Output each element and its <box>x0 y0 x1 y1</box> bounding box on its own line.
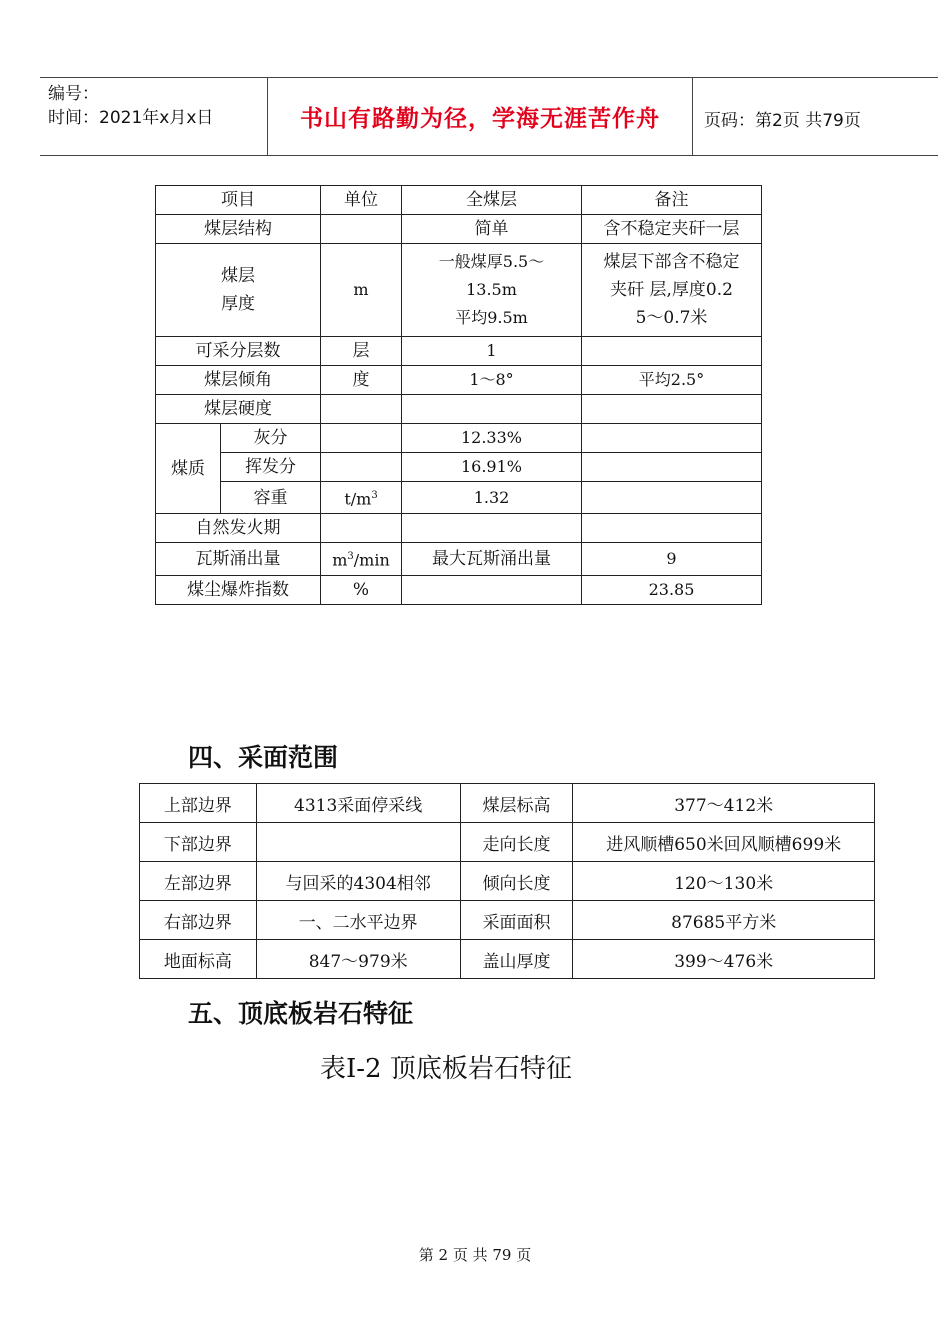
row-label: 煤尘爆炸指数 <box>156 575 321 604</box>
unit-cell: % <box>321 575 402 604</box>
header-motto: 书山有路勤为径，学海无涯苦作舟 <box>300 106 660 132</box>
value-cell <box>402 395 582 424</box>
boundary-label: 地面标高 <box>140 940 257 979</box>
table-row <box>140 862 875 901</box>
table-row <box>156 575 762 604</box>
value-cell: 1 <box>402 337 582 366</box>
serial-label: 编号： <box>48 84 99 104</box>
value-cell: 16.91% <box>402 453 582 482</box>
table-row <box>156 244 762 337</box>
face-range-table <box>139 783 875 979</box>
boundary-value: 4313采面停采线 <box>256 784 460 823</box>
unit-cell: 层 <box>321 337 402 366</box>
row-label-line: 厚度 <box>221 294 255 314</box>
unit-base: m <box>332 550 348 570</box>
table-header-row <box>156 186 762 215</box>
value-line: 13.5m <box>466 280 517 299</box>
table-row <box>156 424 762 453</box>
note-line: 煤层下部含不稳定 <box>603 252 740 272</box>
unit-cell <box>321 514 402 543</box>
header-cell: 全煤层 <box>402 186 582 215</box>
table-caption: 表I-2 顶底板岩石特征 <box>320 1054 572 1084</box>
note-cell <box>582 514 762 543</box>
table-row <box>156 453 762 482</box>
table-row <box>156 337 762 366</box>
header-meta <box>48 82 213 130</box>
value-cell: 最大瓦斯涌出量 <box>402 543 582 575</box>
note-line: 夹矸 层,厚度0.2 <box>610 280 733 300</box>
table-row <box>140 784 875 823</box>
header-cell: 备注 <box>582 186 762 215</box>
unit-cell <box>321 482 402 514</box>
note-cell <box>582 395 762 424</box>
boundary-value: 与回采的4304相邻 <box>256 862 460 901</box>
coal-seam-table <box>155 185 762 605</box>
boundary-label: 下部边界 <box>140 823 257 862</box>
table-row <box>156 395 762 424</box>
value-cell: 12.33% <box>402 424 582 453</box>
boundary-value <box>256 823 460 862</box>
parameter-label: 采面面积 <box>460 901 573 940</box>
note-cell: 含不稳定夹矸一层 <box>582 215 762 244</box>
value-line: 平均9.5m <box>455 308 528 327</box>
quality-group-label: 煤质 <box>156 424 221 514</box>
unit-rest: /min <box>353 550 390 570</box>
parameter-label: 倾向长度 <box>460 862 573 901</box>
parameter-label: 煤层标高 <box>460 784 573 823</box>
unit-superscript: 3 <box>371 490 378 501</box>
header-divider-right <box>692 77 693 155</box>
value-cell: 简单 <box>402 215 582 244</box>
row-label: 煤层倾角 <box>156 366 321 395</box>
value-cell <box>402 575 582 604</box>
unit-cell: 度 <box>321 366 402 395</box>
value-cell: 1.32 <box>402 482 582 514</box>
value-cell: 1～8° <box>402 366 582 395</box>
parameter-value: 399～476米 <box>573 940 875 979</box>
note-cell: 平均2.5° <box>582 366 762 395</box>
header-page-info: 页码：第2页 共79页 <box>704 111 861 131</box>
header-cell: 单位 <box>321 186 402 215</box>
section-4-title: 四、采面范围 <box>188 743 339 772</box>
header-top-rule <box>40 77 938 78</box>
note-cell <box>582 424 762 453</box>
unit-cell <box>321 215 402 244</box>
parameter-label: 走向长度 <box>460 823 573 862</box>
table-row <box>156 366 762 395</box>
boundary-label: 右部边界 <box>140 901 257 940</box>
unit-superscript: 3 <box>347 551 354 563</box>
table-row <box>140 823 875 862</box>
parameter-label: 盖山厚度 <box>460 940 573 979</box>
note-cell: 9 <box>582 543 762 575</box>
table-row <box>156 514 762 543</box>
row-label: 自然发火期 <box>156 514 321 543</box>
boundary-label: 上部边界 <box>140 784 257 823</box>
parameter-value: 87685平方米 <box>573 901 875 940</box>
table-row <box>156 215 762 244</box>
row-label: 煤层结构 <box>156 215 321 244</box>
note-cell: 23.85 <box>582 575 762 604</box>
note-line: 5～0.7米 <box>635 308 708 328</box>
unit-cell <box>321 543 402 575</box>
value-line: 一般煤厚5.5～ <box>438 252 545 271</box>
note-cell <box>582 244 762 337</box>
section-5-title: 五、顶底板岩石特征 <box>188 999 414 1028</box>
table-row <box>140 901 875 940</box>
row-label: 煤层硬度 <box>156 395 321 424</box>
value-cell <box>402 514 582 543</box>
unit-base: t/m <box>344 489 372 509</box>
note-cell <box>582 337 762 366</box>
unit-cell: m <box>321 244 402 337</box>
header-cell: 项目 <box>156 186 321 215</box>
parameter-value: 120～130米 <box>573 862 875 901</box>
note-cell <box>582 453 762 482</box>
row-label: 瓦斯涌出量 <box>156 543 321 575</box>
row-label <box>156 244 321 337</box>
note-cell <box>582 482 762 514</box>
parameter-value: 进风顺槽650米回风顺槽699米 <box>573 823 875 862</box>
row-label: 可采分层数 <box>156 337 321 366</box>
unit-cell <box>321 395 402 424</box>
page-footer: 第 2 页 共 79 页 <box>418 1246 532 1264</box>
row-label: 挥发分 <box>221 453 321 482</box>
boundary-label: 左部边界 <box>140 862 257 901</box>
row-label-line: 煤层 <box>221 266 255 286</box>
unit-cell <box>321 453 402 482</box>
table-row <box>156 543 762 575</box>
boundary-value: 847～979米 <box>256 940 460 979</box>
value-cell <box>402 244 582 337</box>
time-label: 时间：2021年x月x日 <box>48 108 214 128</box>
table-row <box>140 940 875 979</box>
row-label: 灰分 <box>221 424 321 453</box>
boundary-value: 一、二水平边界 <box>256 901 460 940</box>
parameter-value: 377～412米 <box>573 784 875 823</box>
header-bottom-rule <box>40 155 938 156</box>
table-row <box>156 482 762 514</box>
unit-cell <box>321 424 402 453</box>
row-label: 容重 <box>221 482 321 514</box>
